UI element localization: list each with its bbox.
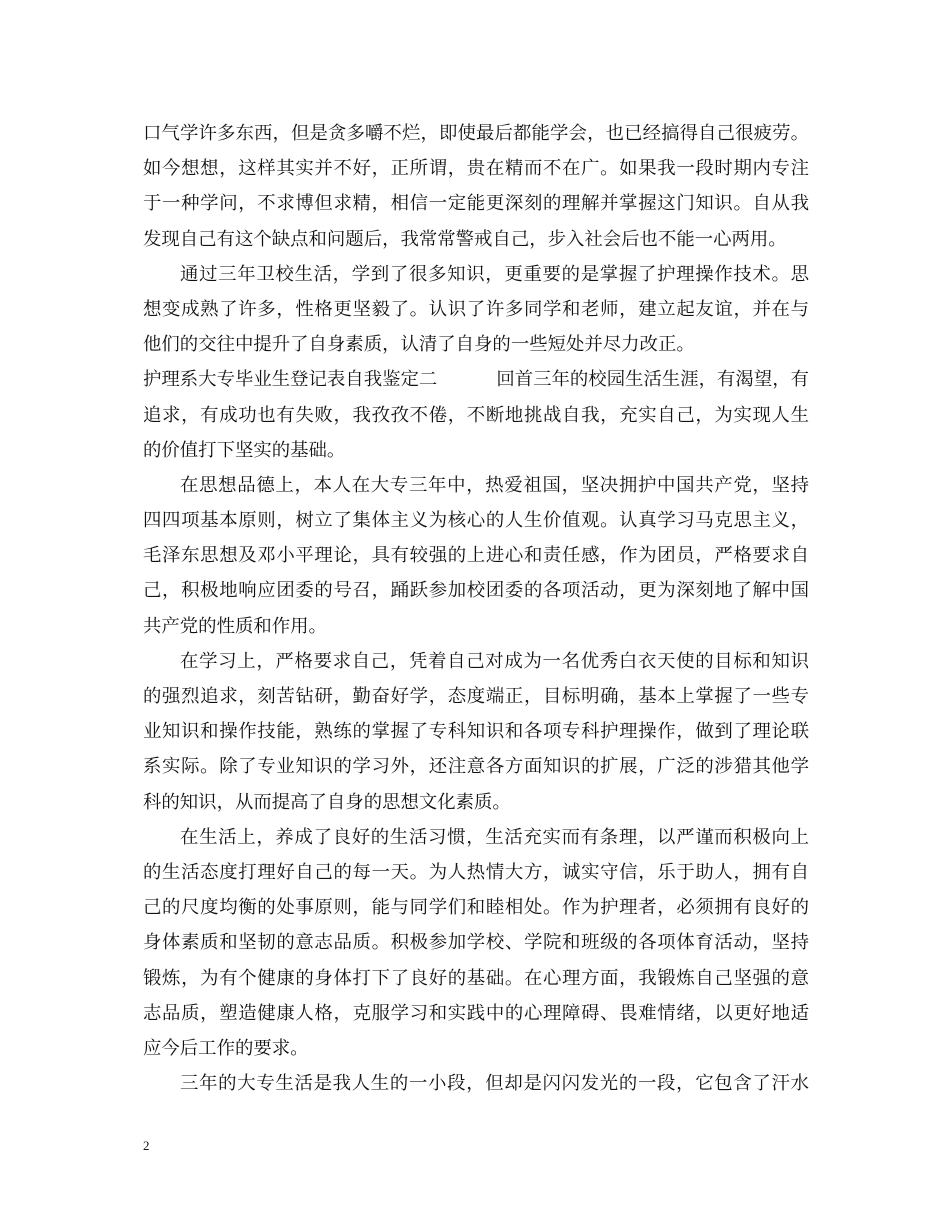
text-line: 己，积极地响应团委的号召，踊跃参加校团委的各项活动，更为深刻地了解中国 [143,580,809,602]
text-line: 四四项基本原则，树立了集体主义为核心的人生价值观。认真学习马克思主义， [143,510,809,532]
text-line: 的生活态度打理好自己的每一天。为人热情大方，诚实守信，乐于助人，拥有自 [143,861,809,883]
text-line: 业知识和操作技能，熟练的掌握了专科知识和各项专科护理操作，做到了理论联 [143,721,809,743]
text-line: 口气学许多东西，但是贪多嚼不烂，即使最后都能学会，也已经搞得自己很疲劳。 [143,123,809,144]
text-line: 共产党的性质和作用。 [143,615,327,637]
section-heading-line [143,362,809,397]
paragraph-first-line: 三年的大专生活是我人生的一小段，但却是闪闪发光的一段，它包含了汗水 [180,1073,809,1095]
text-line: 的价值打下坚实的基础。 [143,439,346,461]
text-line: 己的尺度均衡的处事原则，能与同学们和睦相处。作为护理者，必须拥有良好的 [143,897,809,919]
text-line: 回首三年的校园生活生涯，有渴望，有 [496,369,809,391]
paragraph-first-line: 在生活上，养成了良好的生活习惯，生活充实而有条理，以严谨而积极向上 [180,826,809,848]
text-line: 锻炼，为有个健康的身体打下了良好的基础。在心理方面，我锻炼自己坚强的意 [143,967,809,989]
text-line: 科的知识，从而提高了自身的思想文化素质。 [143,791,511,813]
text-line: 他们的交往中提升了自身素质，认清了自身的一些短处并尽力改正。 [143,334,695,356]
text-line: 如今想想，这样其实并不好，正所谓，贵在精而不在广。如果我一段时期内专注 [143,158,809,180]
section-heading: 护理系大专毕业生登记表自我鉴定二 [143,369,438,391]
paragraph-first-line: 在学习上，严格要求自己，凭着自己对成为一名优秀白衣天使的目标和知识 [180,650,809,672]
paragraph-first-line: 通过三年卫校生活，学到了很多知识，更重要的是掌握了护理操作技术。思 [180,263,809,285]
text-line: 身体素质和坚韧的意志品质。积极参加学校、学院和班级的各项体育活动，坚持 [143,932,809,954]
text-line: 追求，有成功也有失败，我孜孜不倦，不断地挑战自我，充实自己，为实现人生 [143,404,809,426]
text-line: 的强烈追求，刻苦钻研，勤奋好学，态度端正，目标明确，基本上掌握了一些专 [143,686,809,707]
paragraph-first-line: 在思想品德上，本人在大专三年中，热爱祖国，坚决拥护中国共产党，坚持 [180,474,809,496]
text-line: 毛泽东思想及邓小平理论，具有较强的上进心和责任感，作为团员，严格要求自 [143,545,809,567]
text-line: 应今后工作的要求。 [143,1037,309,1059]
text-line: 想变成熟了许多，性格更坚毅了。认识了许多同学和老师，建立起友谊，并在与 [143,298,809,320]
text-line: 志品质，塑造健康人格，克服学习和实践中的心理障碍、畏难情绪，以更好地适 [143,1002,809,1024]
text-line: 系实际。除了专业知识的学习外，还注意各方面知识的扩展，广泛的涉猎其他学 [143,756,809,778]
text-line: 于一种学问，不求博但求精，相信一定能更深刻的理解并掌握这门知识。自从我 [143,193,809,215]
document-body [143,116,809,1101]
page-number: 2 [143,1138,150,1153]
text-line: 发现自己有这个缺点和问题后，我常常警戒自己，步入社会后也不能一心两用。 [143,228,787,250]
